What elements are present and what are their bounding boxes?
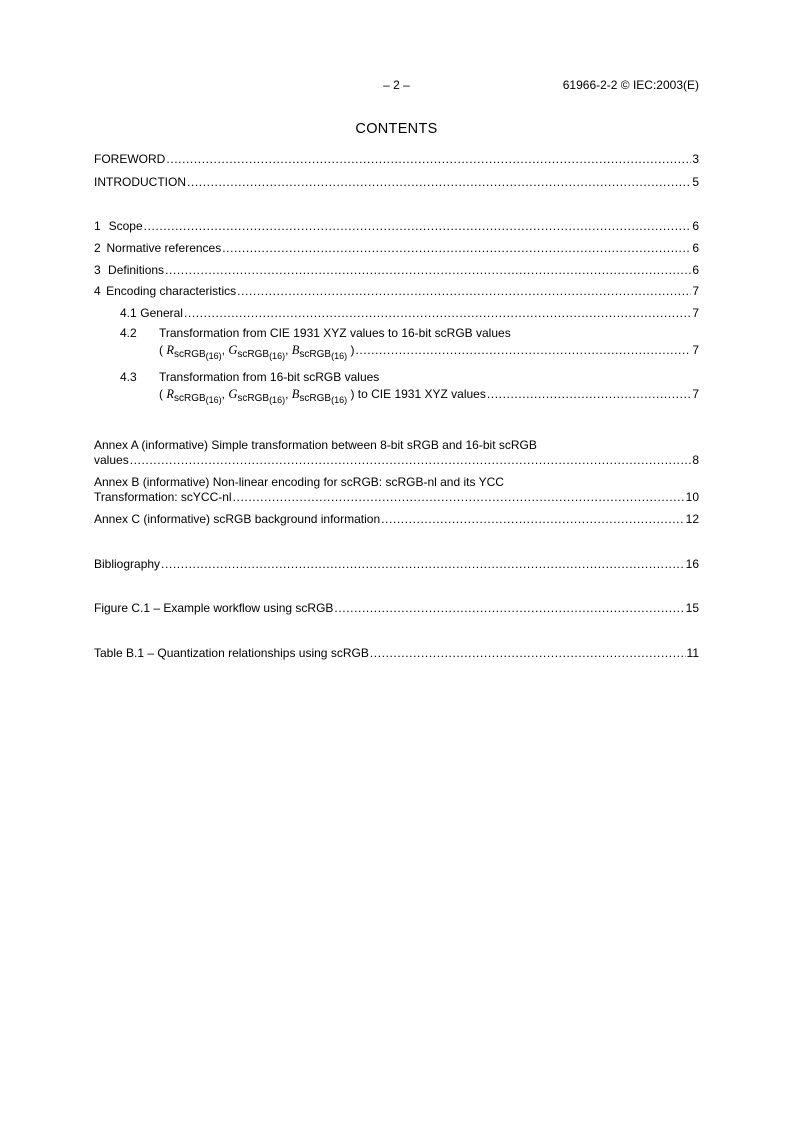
r-symbol: R xyxy=(166,343,174,357)
close-paren: ) xyxy=(350,343,355,357)
dot-leader xyxy=(355,343,691,358)
toc-entry-bibliography[interactable] xyxy=(94,557,699,572)
scrgb-value-formula xyxy=(159,387,486,403)
r-subscript xyxy=(174,393,222,404)
dot-leader xyxy=(233,490,685,505)
toc-entry-foreword[interactable] xyxy=(94,152,699,167)
toc-entry-label: Bibliography xyxy=(94,557,161,571)
page-title: CONTENTS xyxy=(355,121,438,137)
dot-leader xyxy=(487,387,691,402)
subscript-bits: (16) xyxy=(331,395,348,405)
toc-entry-label: INTRODUCTION xyxy=(94,175,186,189)
toc-entry-annex-a-continued[interactable] xyxy=(94,453,699,468)
toc-entry-label: Scope xyxy=(108,219,143,233)
toc-section-number: 4.1 xyxy=(120,306,137,320)
open-paren: ( xyxy=(159,343,163,357)
toc-entry-scope[interactable] xyxy=(94,219,699,234)
toc-page-number: 15 xyxy=(685,601,699,615)
toc-entry-annex-a[interactable] xyxy=(94,438,537,453)
b-symbol: B xyxy=(291,343,300,357)
toc-entry-label: values xyxy=(94,453,129,467)
scrgb-value-formula xyxy=(159,343,354,359)
g-subscript xyxy=(237,393,285,404)
subscript-label: scRGB xyxy=(237,393,270,404)
dot-leader xyxy=(237,284,691,299)
toc-entry-label: Figure C.1 – Example workflow using scRGB xyxy=(94,601,334,615)
toc-entry-label: Annex C (informative) scRGB background information xyxy=(94,512,381,526)
subscript-bits: (16) xyxy=(205,351,222,361)
toc-section-number: 4.3 xyxy=(120,370,137,384)
toc-page-number: 6 xyxy=(692,241,699,255)
g-symbol: G xyxy=(228,387,238,401)
dot-leader xyxy=(166,152,691,167)
toc-entry-transformation-to-scrgb-continued[interactable] xyxy=(159,343,699,359)
dot-leader xyxy=(334,601,684,616)
subscript-label: scRGB xyxy=(237,349,270,360)
toc-entry-label: Annex A (informative) Simple transformation between 8-bit sRGB and 16-bit scRGB xyxy=(94,438,537,452)
dot-leader xyxy=(381,512,685,527)
page-number: – 2 – xyxy=(383,78,410,92)
dot-leader xyxy=(165,263,691,278)
toc-page-number: 7 xyxy=(692,284,699,298)
toc-page-number: 7 xyxy=(692,387,699,401)
g-symbol: G xyxy=(228,343,238,357)
subscript-label: scRGB xyxy=(173,349,206,360)
b-symbol: B xyxy=(291,387,300,401)
dot-leader xyxy=(144,219,692,234)
toc-entry-figure-c1[interactable] xyxy=(94,601,699,616)
open-paren: ( xyxy=(159,387,163,401)
document-id: 61966-2-2 © IEC:2003(E) xyxy=(562,78,699,92)
toc-page-number: 11 xyxy=(686,646,699,660)
comma: , xyxy=(221,343,226,357)
b-subscript xyxy=(299,393,347,404)
close-paren-label: ) to CIE 1931 XYZ values xyxy=(350,387,486,401)
toc-page-number: 6 xyxy=(692,219,699,233)
subscript-bits: (16) xyxy=(269,351,286,361)
toc-entry-annex-b-continued[interactable] xyxy=(94,490,699,505)
toc-page-number: 6 xyxy=(692,263,699,277)
toc-section-number: 4.2 xyxy=(120,326,137,340)
toc-entry-label: Normative references xyxy=(106,241,222,255)
toc-page-number: 3 xyxy=(692,152,699,166)
toc-entry-label: Transformation from CIE 1931 XYZ values to 16-bit scRGB values xyxy=(159,326,511,340)
toc-section-number: 1 xyxy=(94,219,101,233)
dot-leader xyxy=(161,557,685,572)
toc-entry-label: FOREWORD xyxy=(94,152,166,166)
toc-entry-label: Annex B (informative) Non-linear encoding for scRGB: scRGB-nl and its YCC xyxy=(94,475,504,489)
subscript-label: scRGB xyxy=(299,349,332,360)
toc-entry-label: General xyxy=(140,306,183,320)
subscript-label: scRGB xyxy=(173,393,206,404)
toc-page-number: 10 xyxy=(685,490,699,504)
toc-entry-label: Table B.1 – Quantization relationships using scRGB xyxy=(94,646,369,660)
comma: , xyxy=(285,387,289,401)
toc-entry-annex-b[interactable] xyxy=(94,475,504,490)
toc-entry-label: Transformation from 16-bit scRGB values xyxy=(159,370,380,384)
toc-section-number: 2 xyxy=(94,241,101,255)
toc-entry-definitions[interactable] xyxy=(94,263,699,278)
toc-entry-transformation-from-scrgb[interactable] xyxy=(120,370,379,385)
r-subscript xyxy=(174,349,222,360)
dot-leader xyxy=(130,453,692,468)
toc-entry-general[interactable] xyxy=(120,306,699,321)
b-subscript xyxy=(299,349,347,360)
subscript-bits: (16) xyxy=(331,351,348,361)
toc-page-number: 16 xyxy=(685,557,699,571)
toc-page-number: 8 xyxy=(692,453,699,467)
dot-leader xyxy=(184,306,691,321)
toc-entry-introduction[interactable] xyxy=(94,175,699,190)
toc-section-number: 3 xyxy=(94,263,101,277)
dot-leader xyxy=(187,175,691,190)
dot-leader xyxy=(222,241,691,256)
g-subscript xyxy=(237,349,285,360)
toc-entry-label: Encoding characteristics xyxy=(106,284,237,298)
toc-page-number: 12 xyxy=(685,512,699,526)
comma: , xyxy=(285,343,289,357)
page-header xyxy=(94,78,699,94)
toc-section-number: 4 xyxy=(94,284,101,298)
toc-entry-transformation-to-scrgb[interactable] xyxy=(120,326,511,341)
toc-page-number: 7 xyxy=(692,343,699,357)
subscript-bits: (16) xyxy=(205,395,222,405)
comma: , xyxy=(221,387,226,401)
toc-entry-label: Transformation: scYCC-nl xyxy=(94,490,232,504)
toc-page-number: 7 xyxy=(692,306,699,320)
subscript-bits: (16) xyxy=(269,395,286,405)
toc-page-number: 5 xyxy=(692,175,699,189)
toc-entry-transformation-from-scrgb-continued[interactable] xyxy=(159,387,699,403)
toc-entry-normative-references[interactable] xyxy=(94,241,699,256)
toc-entry-label: Definitions xyxy=(108,263,165,277)
subscript-label: scRGB xyxy=(299,393,332,404)
toc-entry-encoding-characteristics[interactable] xyxy=(94,284,699,299)
r-symbol: R xyxy=(166,387,174,401)
toc-entry-table-b1[interactable] xyxy=(94,646,699,661)
dot-leader xyxy=(370,646,686,661)
toc-entry-annex-c[interactable] xyxy=(94,512,699,527)
